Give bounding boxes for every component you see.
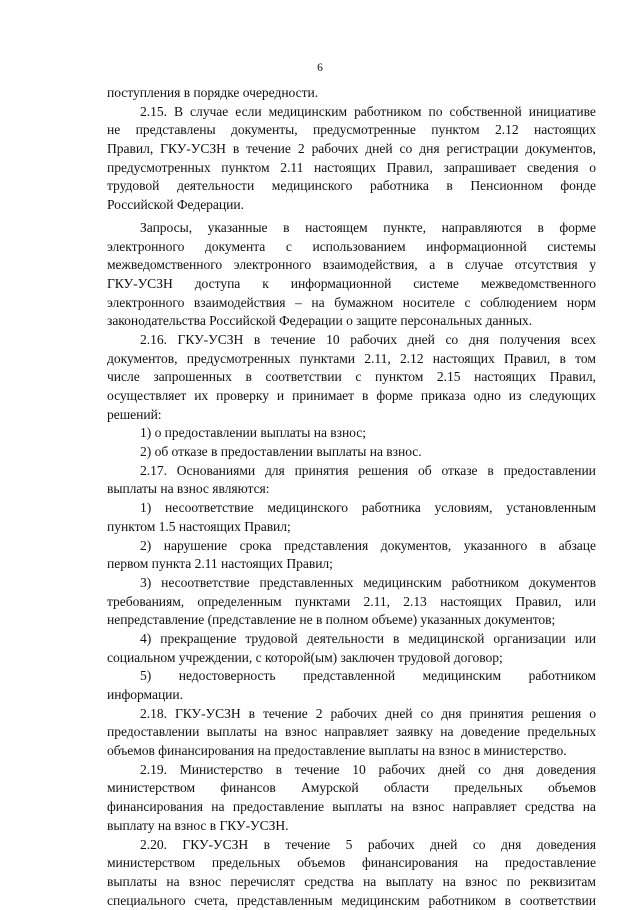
text-line: министерством предельных объемов финансирования на предоставление [107,855,596,871]
text-line: объемов финансирования на предоставление выплаты на взнос в министерство. [107,743,567,759]
text-line: 2.18. ГКУ-УСЗН в течение 2 рабочих дней со дня принятия решения о [140,705,596,721]
text-line: документов, предусмотренных пунктами 2.11, 2.12 настоящих Правил, в том [107,350,596,366]
text-line: не представлены документы, предусмотренные пунктом 2.12 настоящих [107,122,596,138]
text-line: предусмотренных пунктом 2.11 настоящих Правил, запрашивает сведения о [107,159,596,175]
document-body [107,84,596,910]
text-line: законодательства Российской Федерации о защите персональных данных. [107,313,533,329]
text-line: трудовой деятельности медицинского работника в Пенсионном фонде [107,178,596,194]
text-line: выплату на взнос в ГКУ-УСЗН. [107,817,289,833]
text-line: выплаты на взнос перечислят средства на выплату на взнос по реквизитам [107,873,596,889]
text-line: специального счета, представленным медицинским работником в соответствии [107,892,596,908]
text-line: 2.20. ГКУ-УСЗН в течение 5 рабочих дней со дня доведения [140,836,596,852]
text-line: первом пункта 2.11 настоящих Правил; [107,556,333,572]
text-line: предоставлении выплаты на взнос направляет заявку на доведение предельных [107,724,596,740]
text-line: электронного документа с использованием информационной системы [107,238,596,254]
text-line: социальном учреждении, с которой(ым) заключен трудовой договор; [107,649,503,665]
text-line: ГКУ-УСЗН доступа к информационной системе межведомственного [107,275,596,291]
page-number: 6 [317,62,323,74]
text-line: межведомственного электронного взаимодействия, а в случае отсутствия у [107,257,596,273]
text-line: финансирования на предоставление выплаты на взнос направляет средства на [107,799,596,815]
text-line: информации. [107,687,183,702]
text-line: решений: [107,406,162,422]
text-line: осуществляет их проверку и принимает в форме приказа одно из следующих [107,388,596,403]
text-line: Правил, ГКУ-УСЗН в течение 2 рабочих дней со дня регистрации документов, [107,141,596,157]
text-line: Запросы, указанные в настоящем пункте, направляются в форме [140,219,596,235]
text-line: Российской Федерации. [107,197,244,213]
text-line: выплаты на взнос являются: [107,481,270,497]
text-line: 2.19. Министерство в течение 10 рабочих дней со дня доведения [140,761,596,777]
text-line: 5) недостоверность представленной медицинским работником [140,668,596,684]
text-line: 2.17. Основаниями для принятия решения об отказе в предоставлении [140,462,596,478]
text-line: министерством финансов Амурской области предельных объемов [107,780,596,796]
text-line: 3) несоответствие представленных медицинским работником документов [140,574,596,590]
text-line: 1) несоответствие медицинского работника условиям, установленным [140,500,596,516]
text-line: требованиям, определенным пунктами 2.11, 2.13 настоящих Правил, или [107,593,596,609]
text-line: 2.15. В случае если медицинским работником по собственной инициативе [140,103,596,119]
text-line: 2) об отказе в предоставлении выплаты на взнос. [140,444,422,460]
text-line: 4) прекращение трудовой деятельности в медицинской организации или [140,630,596,646]
text-line: непредставление (представление не в полном объеме) указанных документов; [107,612,556,628]
text-line: поступления в порядке очередности. [107,85,319,100]
text-line: числе запрошенных в соответствии с пунктом 2.15 настоящих Правил, [107,369,596,385]
text-line: электронного взаимодействия – на бумажном носителе с соблюдением норм [107,294,596,310]
text-line: 2.16. ГКУ-УСЗН в течение 10 рабочих дней со дня получения всех [140,331,596,347]
text-line: 1) о предоставлении выплаты на взнос; [140,425,366,441]
text-line: 2) нарушение срока представления документов, указанного в абзаце [140,537,596,553]
text-line: пунктом 1.5 настоящих Правил; [107,518,291,534]
